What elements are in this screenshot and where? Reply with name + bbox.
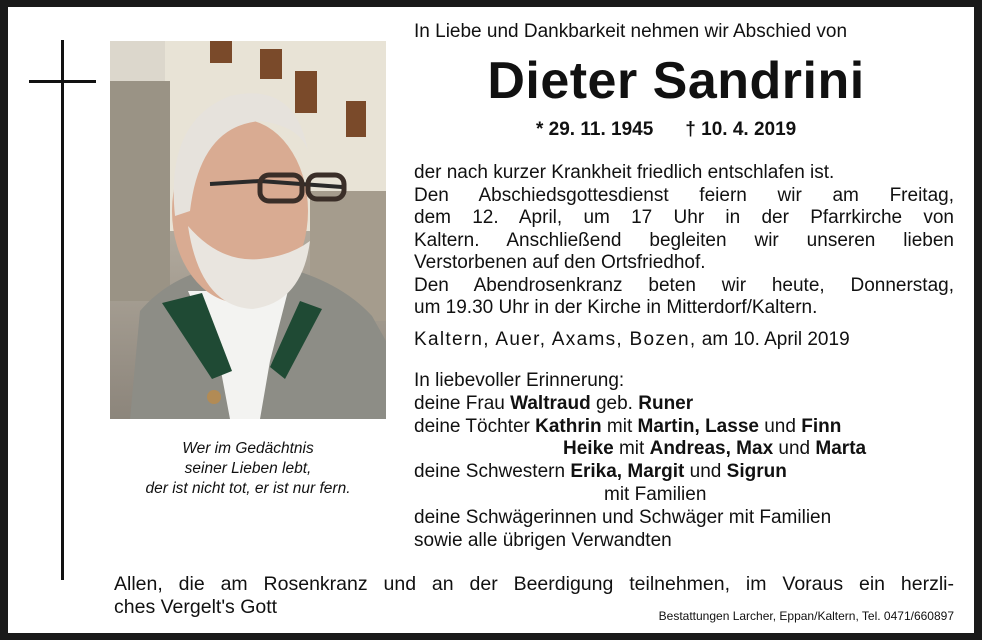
text-line: Verstorbenen auf den Ortsfriedhof. [414, 252, 706, 273]
portrait-illustration [110, 41, 386, 419]
text-line: ches Vergelt's Gott [114, 596, 278, 618]
relatives-list [414, 370, 954, 552]
quote-line: der ist nicht tot, er ist nur fern. [145, 480, 351, 497]
relative-sisters-families: mit Familien [604, 483, 707, 505]
quote-line: Wer im Gedächtnis [182, 440, 314, 457]
relative-inlaws: deine Schwägerinnen und Schwäger mit Familien [414, 506, 832, 528]
deceased-name: Dieter Sandrini [487, 52, 865, 110]
notice-date: am 10. April 2019 [701, 329, 850, 350]
birth-date: * 29. 11. 1945 [536, 119, 654, 140]
text-line: Allen, die am Rosenkranz und an der Beerdigung teilnehmen, im Voraus ein herzli- [114, 573, 954, 595]
relative-others: sowie alle übrigen Verwandten [414, 529, 672, 551]
life-dates [536, 119, 828, 141]
quote-line: seiner Lieben lebt, [184, 460, 312, 477]
cross-horizontal-bar [29, 80, 96, 83]
announcement-text [414, 162, 954, 320]
text-line: dem 12. April, um 17 Uhr in der Pfarrkirche von [414, 207, 954, 228]
relative-daughter-2: Heike mit Andreas, Max und Marta [563, 438, 867, 460]
portrait-photo [110, 41, 386, 419]
memorial-quote [110, 439, 386, 499]
text-line: Den Abschiedsgottesdienst feiern wir am Freitag, [414, 184, 954, 206]
cross-vertical-bar [61, 40, 64, 580]
death-date: † 10. 4. 2019 [685, 119, 797, 140]
relative-daughter-1: deine Töchter Kathrin mit Martin, Lasse und Finn [414, 415, 842, 437]
place-date-line [414, 329, 954, 351]
text-line: der nach kurzer Krankheit friedlich entschlafen ist. [414, 162, 835, 183]
text-line: Kaltern. Anschließend begleiten wir unseren lieben [414, 229, 954, 251]
remembrance-header: In liebevoller Erinnerung: [414, 370, 625, 391]
intro-line: In Liebe und Dankbarkeit nehmen wir Abschied von [414, 21, 848, 42]
relative-sisters: deine Schwestern Erika, Margit und Sigrun [414, 461, 787, 483]
text-line: um 19.30 Uhr in der Kirche in Mitterdorf/Kaltern. [414, 297, 818, 318]
places: Kaltern, Auer, Axams, Bozen, [414, 329, 697, 350]
obituary-notice [8, 7, 974, 633]
relative-wife: deine Frau Waltraud geb. Runer [414, 392, 694, 414]
text-line: Den Abendrosenkranz beten wir heute, Donnerstag, [414, 274, 954, 296]
undertaker-credit: Bestattungen Larcher, Eppan/Kaltern, Tel. 0471/660897 [658, 609, 954, 623]
